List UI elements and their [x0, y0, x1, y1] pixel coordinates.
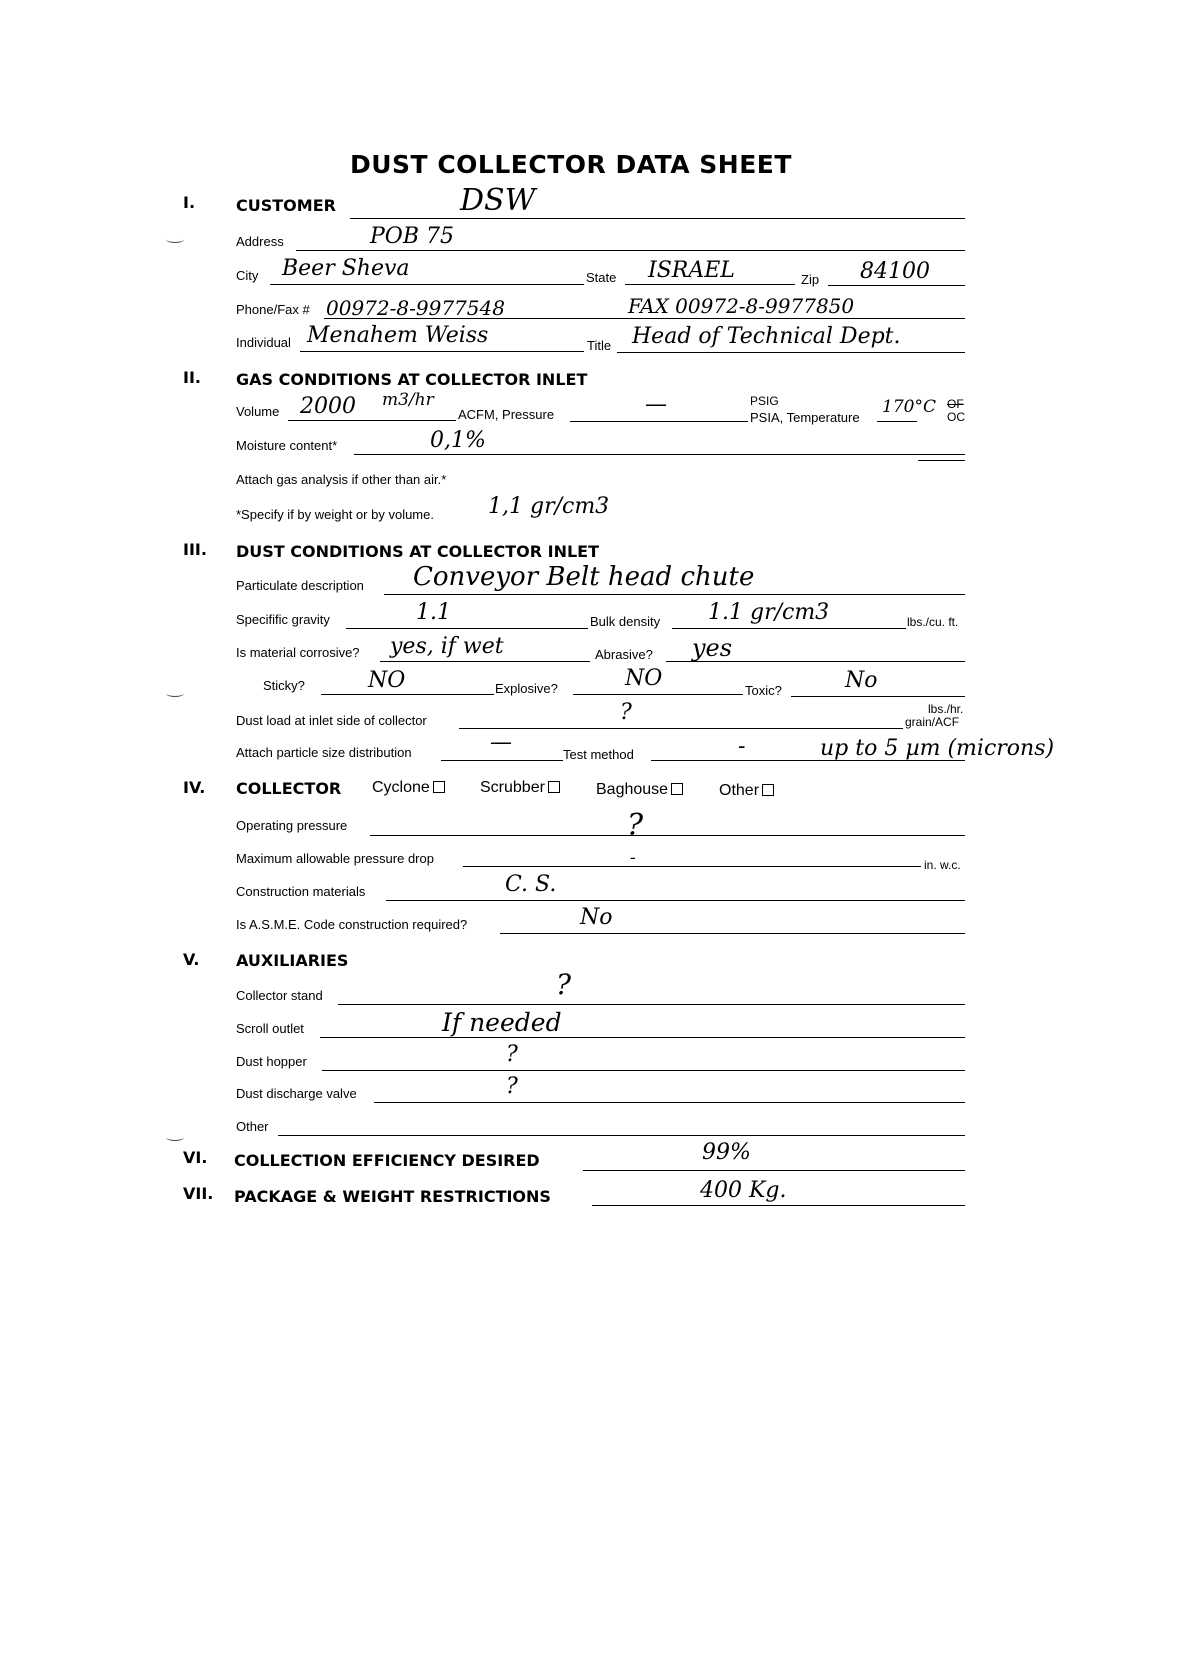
- state-value: ISRAEL: [648, 258, 735, 283]
- baghouse-label: Baghouse: [596, 781, 669, 798]
- specify-value: 1,1 gr/cm3: [488, 494, 610, 519]
- section-4-number: IV.: [183, 778, 206, 797]
- dust-load-line: [459, 728, 903, 729]
- corrosive-value: yes, if wet: [390, 634, 504, 659]
- collector-heading: COLLECTOR: [236, 779, 342, 798]
- toxic-line: [791, 696, 965, 697]
- title-label: Title: [587, 338, 612, 353]
- pressure-value: —: [645, 392, 667, 417]
- dust-hopper-label: Dust hopper: [236, 1054, 307, 1069]
- title-value: Head of Technical Dept.: [632, 324, 901, 349]
- bulk-density-unit: lbs./cu. ft.: [907, 615, 959, 629]
- scroll-outlet-line: [320, 1037, 965, 1038]
- specify-note: *Specify if by weight or by volume.: [236, 507, 434, 522]
- section-2-number: II.: [183, 368, 201, 387]
- zip-label: Zip: [801, 272, 820, 287]
- particulate-line: [384, 594, 965, 595]
- page-title: DUST COLLECTOR DATA SHEET: [350, 150, 792, 179]
- corrosive-line: [380, 661, 590, 662]
- zip-line: [828, 285, 965, 286]
- section-1-number: I.: [183, 193, 196, 212]
- bulk-density-label: Bulk density: [590, 614, 661, 629]
- temperature-rule: [918, 460, 965, 461]
- construction-materials-value: C. S.: [505, 872, 557, 897]
- sticky-line: [321, 694, 494, 695]
- unit-f: OF: [947, 397, 964, 411]
- city-label: City: [236, 268, 259, 283]
- weight-restrictions-line: [592, 1205, 965, 1206]
- pressure-line: [570, 421, 748, 422]
- dust-load-unit-grain: grain/ACF: [905, 715, 960, 729]
- max-pressure-drop-unit: in. w.c.: [924, 858, 961, 872]
- asme-value: No: [580, 905, 613, 930]
- gravity-value: 1.1: [416, 600, 451, 625]
- volume-value: 2000: [300, 394, 356, 419]
- individual-label: Individual: [236, 335, 291, 350]
- bulk-density-line: [672, 628, 906, 629]
- acfm-pressure-label: ACFM, Pressure: [458, 407, 555, 422]
- particle-size-label: Attach particle size distribution: [236, 745, 412, 760]
- test-method-note: up to 5 µm (microns): [820, 736, 1055, 761]
- other-checkbox[interactable]: [762, 784, 774, 796]
- discharge-valve-label: Dust discharge valve: [236, 1086, 357, 1101]
- discharge-valve-line: [374, 1102, 965, 1103]
- explosive-line: [573, 694, 743, 695]
- asme-line: [500, 933, 965, 934]
- other-aux-line: [278, 1135, 965, 1136]
- section-3-number: III.: [183, 540, 207, 559]
- state-line: [625, 284, 795, 285]
- discharge-valve-value: ?: [506, 1074, 518, 1099]
- efficiency-value: 99%: [702, 1140, 751, 1165]
- asme-label: Is A.S.M.E. Code construction required?: [236, 917, 468, 932]
- section-7-number: VII.: [183, 1184, 214, 1203]
- max-pressure-drop-value: -: [630, 848, 636, 868]
- test-method-label: Test method: [563, 747, 634, 762]
- collector-stand-line: [338, 1004, 965, 1005]
- gas-conditions-heading: GAS CONDITIONS AT COLLECTOR INLET: [236, 370, 588, 389]
- sticky-value: NO: [368, 668, 406, 693]
- psia-temperature-label: PSIA, Temperature: [750, 410, 860, 425]
- phone-label: Phone/Fax #: [236, 302, 310, 317]
- baghouse-checkbox[interactable]: [671, 783, 683, 795]
- weight-restrictions-label: PACKAGE & WEIGHT RESTRICTIONS: [234, 1187, 551, 1206]
- psig-label: PSIG: [750, 394, 779, 408]
- phone-value: 00972-8-9977548: [326, 296, 505, 320]
- dust-conditions-heading: DUST CONDITIONS AT COLLECTOR INLET: [236, 542, 600, 561]
- address-label: Address: [236, 234, 284, 249]
- individual-line: [300, 351, 584, 352]
- max-pressure-drop-line: [463, 866, 921, 867]
- efficiency-label: COLLECTION EFFICIENCY DESIRED: [234, 1151, 540, 1170]
- moisture-line: [354, 454, 965, 455]
- city-value: Beer Sheva: [282, 256, 410, 281]
- toxic-label: Toxic?: [745, 683, 782, 698]
- address-value: POB 75: [370, 224, 454, 249]
- address-line: [296, 250, 965, 251]
- attach-gas-note: Attach gas analysis if other than air.*: [236, 472, 447, 487]
- temperature-line: [877, 421, 917, 422]
- other-aux-label: Other: [236, 1119, 269, 1134]
- other-label: Other: [719, 782, 760, 799]
- collector-option-scrubber[interactable]: [480, 779, 560, 797]
- section-6-number: VI.: [183, 1148, 208, 1167]
- particulate-value: Conveyor Belt head chute: [413, 562, 755, 592]
- unit-c: OC: [947, 410, 965, 424]
- abrasive-label: Abrasive?: [595, 647, 653, 662]
- customer-line: [350, 218, 965, 219]
- gravity-line: [346, 628, 588, 629]
- fax-value: FAX 00972-8-9977850: [628, 294, 855, 318]
- margin-mark: [166, 690, 184, 697]
- temperature-value: 170°C: [882, 397, 936, 417]
- toxic-value: No: [845, 668, 878, 693]
- cyclone-label: Cyclone: [372, 779, 430, 796]
- collector-option-baghouse[interactable]: [596, 781, 683, 799]
- efficiency-line: [583, 1170, 965, 1171]
- margin-mark: [166, 1134, 184, 1141]
- dust-hopper-line: [322, 1070, 965, 1071]
- scroll-outlet-label: Scroll outlet: [236, 1021, 304, 1036]
- sticky-label: Sticky?: [263, 678, 305, 693]
- customer-value: DSW: [460, 183, 536, 218]
- abrasive-value: yes: [692, 634, 733, 662]
- dust-load-unit-lbs: lbs./hr.: [928, 702, 964, 716]
- scroll-outlet-value: If needed: [442, 1008, 562, 1037]
- zip-value: 84100: [860, 259, 930, 284]
- collector-stand-label: Collector stand: [236, 988, 323, 1003]
- collector-option-other[interactable]: [719, 782, 774, 800]
- moisture-value: 0,1%: [430, 428, 486, 453]
- operating-pressure-line: [370, 835, 965, 836]
- city-line: [270, 284, 584, 285]
- gravity-label: Specifific gravity: [236, 612, 330, 627]
- bulk-density-value: 1.1 gr/cm3: [708, 600, 830, 625]
- dust-load-label: Dust load at inlet side of collector: [236, 713, 427, 728]
- explosive-label: Explosive?: [495, 681, 558, 696]
- operating-pressure-value: ?: [627, 808, 644, 843]
- state-label: State: [586, 270, 617, 285]
- particle-size-line: [441, 760, 563, 761]
- dust-load-value: ?: [620, 700, 632, 725]
- moisture-label: Moisture content*: [236, 438, 338, 453]
- test-method-value: -: [738, 734, 746, 759]
- max-pressure-drop-label: Maximum allowable pressure drop: [236, 851, 434, 866]
- title-line: [617, 352, 965, 353]
- volume-label: Volume: [236, 404, 280, 419]
- collector-option-cyclone[interactable]: [372, 779, 445, 797]
- dust-hopper-value: ?: [506, 1042, 518, 1067]
- particulate-label: Particulate description: [236, 578, 364, 593]
- volume-unit: m3/hr: [382, 390, 434, 410]
- explosive-value: NO: [625, 666, 663, 691]
- scrubber-checkbox[interactable]: [548, 781, 560, 793]
- auxiliaries-heading: AUXILIARIES: [236, 951, 349, 970]
- volume-line: [288, 420, 456, 421]
- weight-restrictions-value: 400 Kg.: [700, 1178, 787, 1203]
- construction-materials-label: Construction materials: [236, 884, 366, 899]
- operating-pressure-label: Operating pressure: [236, 818, 348, 833]
- individual-value: Menahem Weiss: [307, 323, 489, 348]
- corrosive-label: Is material corrosive?: [236, 645, 360, 660]
- collector-stand-value: ?: [556, 968, 572, 1001]
- margin-mark: [166, 236, 184, 243]
- scrubber-label: Scrubber: [480, 779, 545, 796]
- construction-materials-line: [386, 900, 965, 901]
- particle-size-value: —: [490, 730, 512, 755]
- cyclone-checkbox[interactable]: [433, 781, 445, 793]
- section-5-number: V.: [183, 950, 200, 969]
- customer-label: CUSTOMER: [236, 196, 336, 215]
